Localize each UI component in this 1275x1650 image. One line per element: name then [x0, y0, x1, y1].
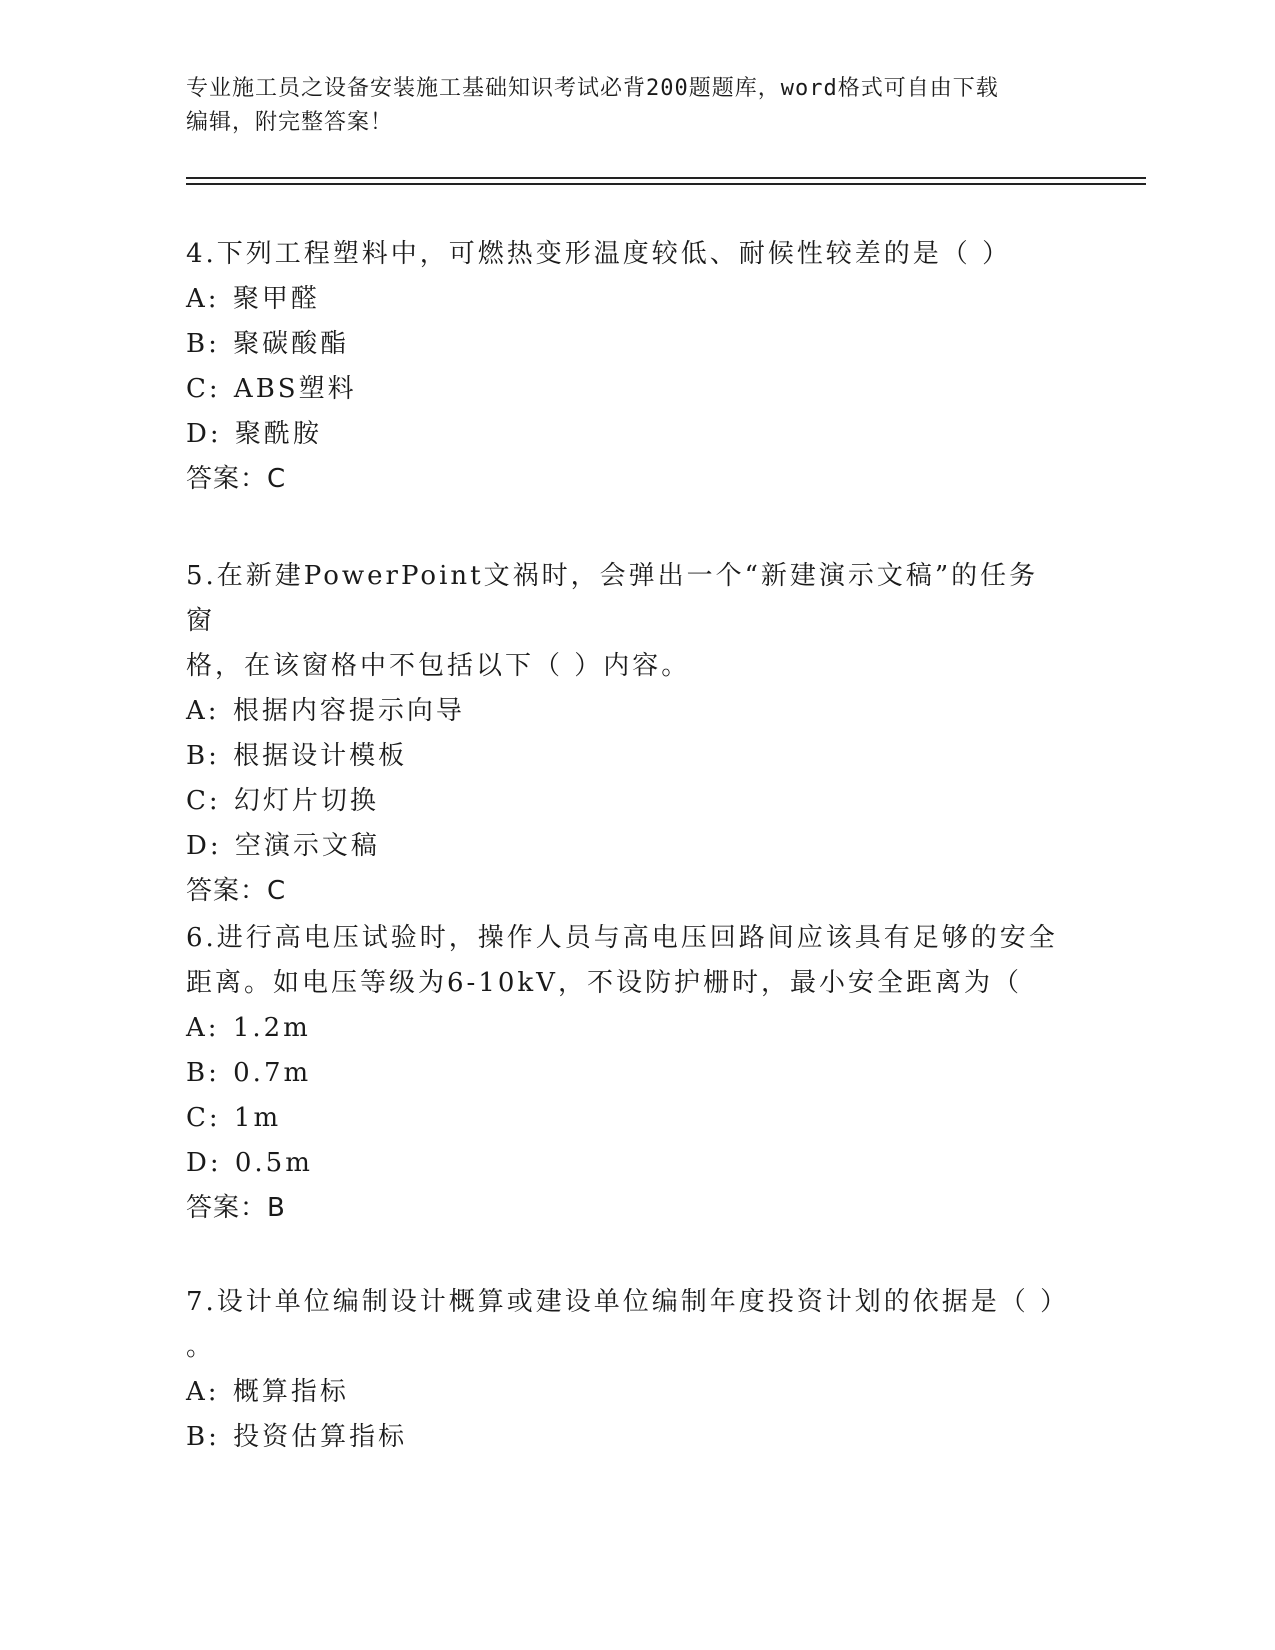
document-header — [186, 72, 1066, 140]
option-d — [186, 412, 1066, 457]
option-letter: C: — [186, 374, 221, 404]
option-letter: D: — [186, 419, 222, 449]
option-a — [186, 277, 1066, 322]
option-letter: B: — [186, 329, 220, 359]
answer-line: 答案：C — [186, 464, 287, 494]
option-text: 投资估算指标 — [233, 1422, 408, 1452]
option-b — [186, 734, 1066, 779]
option-c — [186, 1096, 1066, 1141]
option-letter: D: — [186, 1148, 222, 1178]
option-letter: B: — [186, 1422, 220, 1452]
option-b — [186, 1051, 1066, 1096]
option-text: 幻灯片切换 — [233, 786, 379, 816]
option-text: 聚碳酸酯 — [233, 329, 350, 359]
option-text: 空演示文稿 — [234, 831, 380, 861]
option-c — [186, 779, 1066, 824]
option-text: 0.7m — [233, 1058, 312, 1088]
option-letter: B: — [186, 741, 220, 771]
question-text-line: 5.在新建PowerPoint文祸时，会弹出一个“新建演示文稿”的任务窗 — [186, 561, 1039, 636]
option-letter: C: — [186, 786, 221, 816]
option-letter: A: — [186, 1013, 220, 1043]
question-4 — [186, 232, 1066, 502]
option-a — [186, 689, 1066, 734]
question-text-line: 。 — [186, 1332, 216, 1362]
option-letter: B: — [186, 1058, 220, 1088]
option-text: ABS塑料 — [233, 374, 357, 404]
question-text-line: 4.下列工程塑料中，可燃热变形温度较低、耐候性较差的是（ ） — [186, 239, 1012, 269]
option-b — [186, 322, 1066, 367]
option-c — [186, 367, 1066, 412]
option-text: 0.5m — [234, 1148, 313, 1178]
option-letter: D: — [186, 831, 222, 861]
option-text: 概算指标 — [232, 1377, 349, 1407]
question-6 — [186, 916, 1066, 1231]
header-divider-bottom — [186, 183, 1146, 185]
header-divider-top — [186, 177, 1146, 179]
option-text: 1.2m — [232, 1013, 311, 1043]
option-letter: A: — [186, 1377, 220, 1407]
question-text-line: 6.进行高电压试验时，操作人员与高电压回路间应该具有足够的安全 — [186, 923, 1058, 953]
option-text: 聚酰胺 — [234, 419, 322, 449]
question-text-line: 7.设计单位编制设计概算或建设单位编制年度投资计划的依据是（ ） — [186, 1287, 1070, 1317]
answer-line: 答案：B — [186, 1193, 286, 1223]
question-7 — [186, 1280, 1070, 1460]
option-a — [186, 1370, 1066, 1415]
question-text-line: 格，在该窗格中不包括以下（ ）内容。 — [186, 651, 691, 681]
question-5 — [186, 554, 1066, 914]
header-line-1: 专业施工员之设备安装施工基础知识考试必背200题题库，word格式可自由下载 — [186, 76, 999, 101]
option-letter: A: — [186, 696, 220, 726]
question-text-line: 距离。如电压等级为6-10kV，不设防护栅时，最小安全距离为（ — [186, 968, 1022, 998]
header-line-2: 编辑，附完整答案！ — [186, 110, 394, 135]
option-a — [186, 1006, 1066, 1051]
option-letter: C: — [186, 1103, 221, 1133]
option-text: 1m — [233, 1103, 282, 1133]
option-d — [186, 1141, 1066, 1186]
option-b — [186, 1415, 1066, 1460]
option-text: 聚甲醛 — [232, 284, 320, 314]
option-letter: A: — [186, 284, 220, 314]
option-text: 根据内容提示向导 — [232, 696, 465, 726]
answer-line: 答案：C — [186, 876, 287, 906]
option-text: 根据设计模板 — [233, 741, 408, 771]
option-d — [186, 824, 1066, 869]
